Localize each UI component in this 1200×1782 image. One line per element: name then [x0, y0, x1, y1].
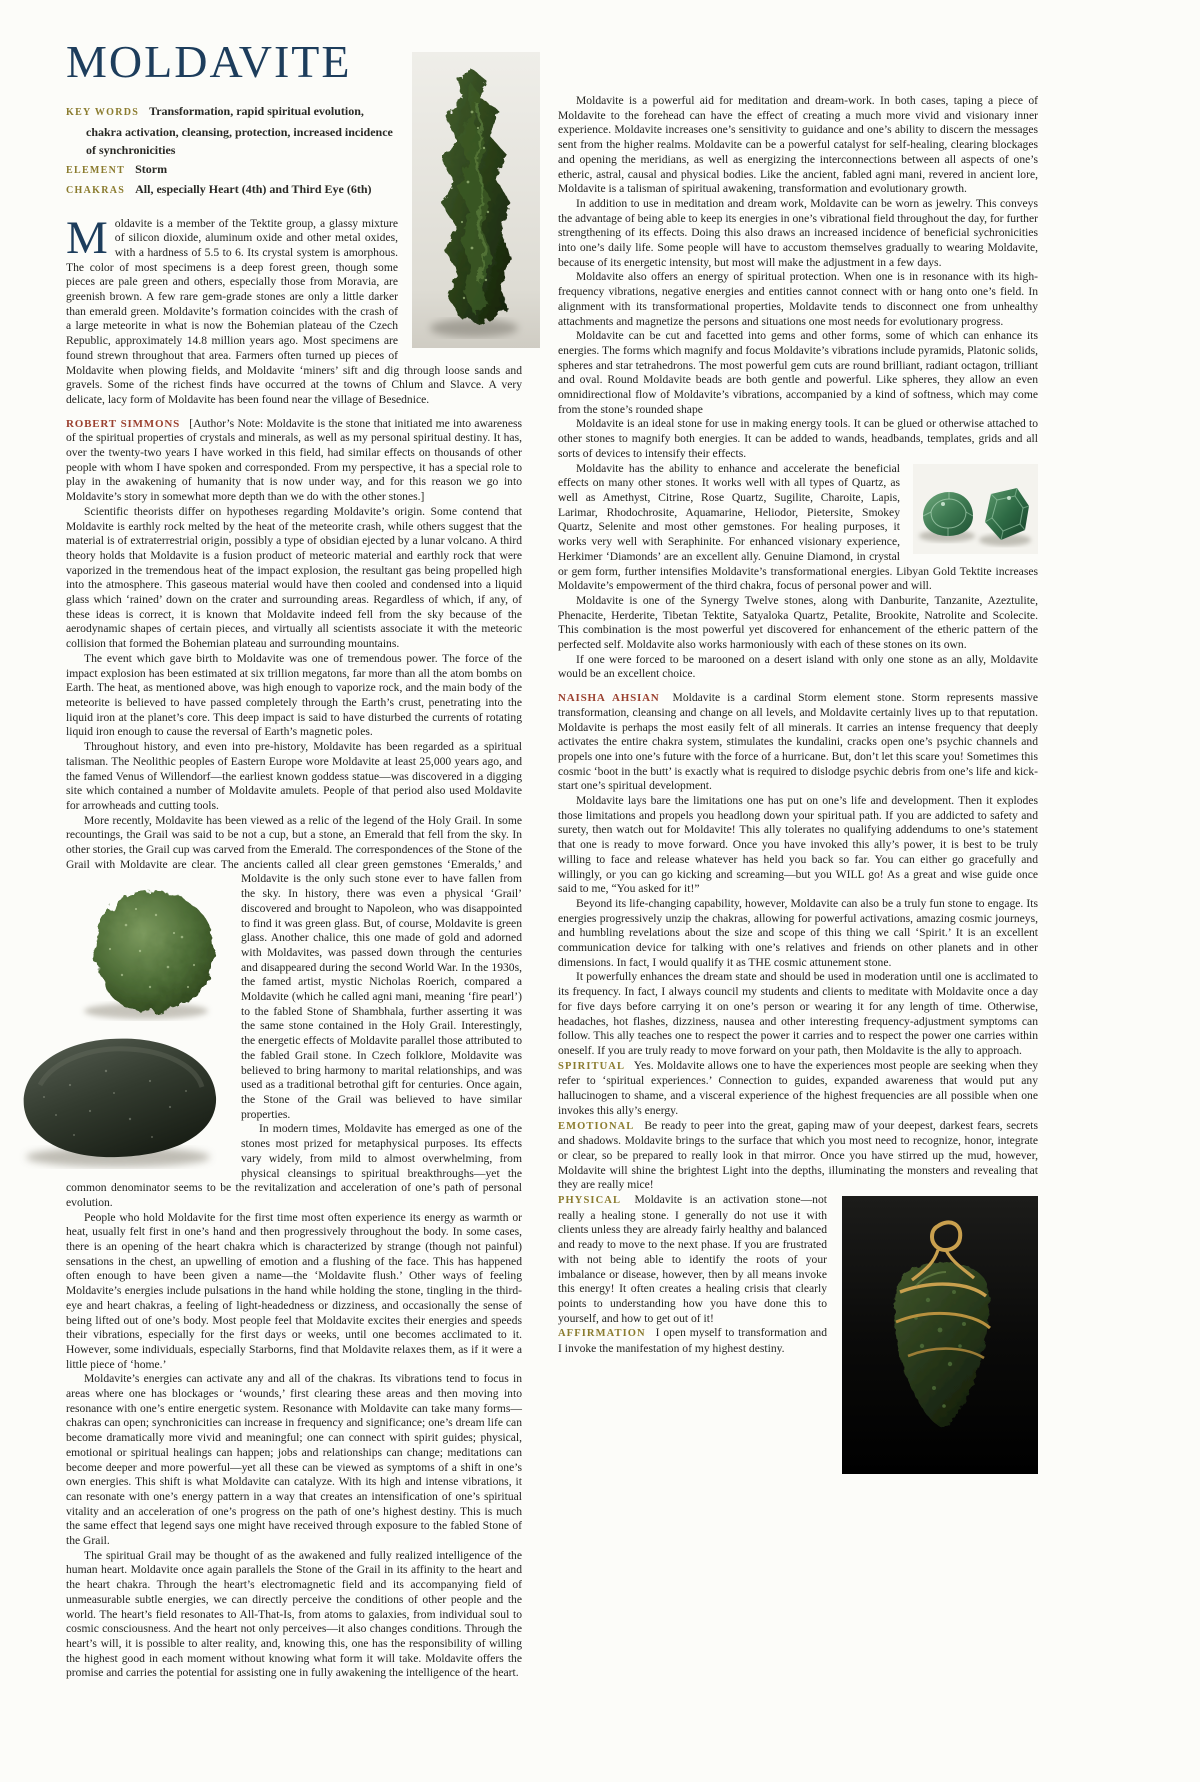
simmons-section-start: ROBERT SIMMONS [Author’s Note: Moldavite is the stone that initiated me into awareness of the spiritual properties of crystals and minerals, as well as my personal spiritual destiny. It has, over the twenty-two years I have worked in this field, had similar effects on thousands of other people with whom I have spoken and corresponded. From my perspective, it has a special role to play in the awakening of humanity that is now under way, and for this reason we go into Moldavite’s story in somewhat more depth than we do with the other stones.] — [66, 416, 522, 504]
paragraph-gem-forms: Moldavite can be cut and facetted into gems and other forms, some of which can enhance its energies. The forms which magnify and focus Moldavite’s vibrations include pyramids, Platonic solids, spheres and star tetrahedrons. The most powerful gem cuts are round brilliant, radiant octagon, trilliant and oval. Round Moldavite beads are both gentle and powerful. Like spheres, they allow an even omnidirectional flow of Moldavite’s vibrations, accompanied by a kind of softness, which may come from the stone’s rounded shape — [558, 329, 1038, 416]
paragraph-jewelry: In addition to use in meditation and dream work, Moldavite can be worn as jewelry. This conveys the advantage of being able to keep its energies in one’s vibrational field throughout the day, for further strengthening of its effects. Doing this also draws an increased incidence of beneficial sychronicities into one’s daily life. Some people will have to accustom themselves gradually to wearing Moldavite, because of its energetic intensity, but most will make the adjustment in a few days. — [558, 196, 1038, 269]
paragraph-people: People who hold Moldavite for the first time most often experience its energy as warmth or heat, usually felt first in one’s hand and then progressively throughout the body. In some cases, there is an opening of the heart chakra which is characterized by strange (though not painful) sensations in the chest, an upwelling of emotion and a flushing of the face. This has happened often enough to have been given a name—the ‘Moldavite flush.’ Other ways of feeling Moldavite’s energies include pulsations in the hand while holding the stone, tingling in the third-eye and heart chakras, a feeling of light-headedness or dizziness, and occasionally the sense of being lifted out of one’s body. Most people feel that Moldavite excites their energies and speeds their vibrations, especially for the first days or weeks, until one becomes acclimated to it. However, some individuals, especially Starborns, find that Moldavite relaxes them, as if it were a little piece of ‘home.’ — [66, 1210, 522, 1371]
paragraph-dream-state: It powerfully enhances the dream state and should be used in moderation until one is acclimated to its frequency. In fact, I always council my students and clients to meditate with Moldavite once a day for five days before carrying it on one’s person or wearing it for any length of time. Otherwise, headaches, hot flashes, dizziness, nausea and other interesting frequency-adjustment symptoms can follow. This ally teaches one to respect the power it carries and to respect the power one carries within oneself. If you are truly ready to move forward on your path, then Moldavite is the ally to approach. — [558, 970, 1038, 1057]
paragraph-synergy-twelve: Moldavite is one of the Synergy Twelve stones, along with Danburite, Tanzanite, Azeztulite, Phenacite, Herderite, Tibetan Tektite, Satyaloka Quartz, Petalite, Brookite, Natrolite and Scolecite. This combination is the most powerful yet discovered for enhancement of the etheric pattern of the perfected self. Moldavite also works harmoniously with each of these stones on its own. — [558, 593, 1038, 652]
paragraph-protection: Moldavite also offers an energy of spiritual protection. When one is in resonance with its high-frequency vibrations, negative energies and entities cannot connect with or hang onto one’s field. In alignment with its transformational properties, Moldavite tends to disconnect one from unhealthy attachments and magnetize the persons and situations one most needs for evolutionary progress. — [558, 270, 1038, 328]
paragraph-meditation: Moldavite is a powerful aid for meditation and dream-work. In both cases, taping a piece of Moldavite to the forehead can have the effect of creating a much more vivid and visionary inner experience. Moldavite increases one’s sensitivity to guidance and one’s ability to discern the messages sent from the higher realms. Moldavite can be a powerful catalyst for self-healing, clearing blockages and opening the meridians, as well as energizing the interconnections between all aspects of one’s etheric, astral, causal and physical bodies. Like the ancient, fabled agni mani, revered in ancient lore, Moldavite is a talisman of spiritual awakening, transformation and evolutionary growth. — [558, 94, 1038, 196]
spiritual-section: SPIRITUAL Yes. Moldavite allows one to have the experiences most people are seeking when they refer to ‘spiritual experiences.’ Connection to guides, expanded awareness that would put any hallucinogen to shame, and a visceral experience of the highest frequencies are all possible when one invokes this ally’s energy. — [558, 1058, 1039, 1117]
moldavite-faceted-gems-photo — [913, 464, 1038, 554]
intro-paragraph: Moldavite is a member of the Tektite group, a glassy mixture of silicon dioxide, aluminum oxide and other metal oxides, with a hardness of 5.5 to 6. Its crystal system is amorphous. The color of most specimens is a deep forest green, though some pieces are pale green and others, especially those from Moravia, are greenish brown. A few rare gem-grade stones are only a little darker than emerald green. Moldavite’s formation coincides with the crash of a large meteorite in what is now the Bohemian plateau of the Czech Republic, approximately 14.8 million years ago. Most specimens are found strewn throughout that area. Farmers often turned up pieces of Moldavite when plowing fields, and Moldavite ‘miners’ sift and dig through loose sands and gravels. Some of the richest finds have occurred at the towns of Chlum and Slavce. A very delicate, lacy form of Moldavite has been found near the village of Besednice. — [66, 211, 522, 406]
moldavite-pendant-photo — [842, 1196, 1038, 1474]
paragraph-energy-tools: Moldavite is an ideal stone for use in making energy tools. It can be glued or otherwise attached to other stones to magnify both energies. It can be added to wands, headbands, templates, grids and all sorts of devices to intensify their effects. — [558, 417, 1038, 460]
ahsian-section-start: NAISHA AHSIAN Moldavite is a cardinal Storm element stone. Storm represents massive transformation, cleansing and change on all levels, and Moldavite certainly lives up to that reputation. Moldavite is perhaps the most easily felt of all minerals. It carries an intense frequency that deeply activates the entire chakra system, stimulates the kundalini, cracks open one’s psychic channels and propels one into one’s future with the force of a hurricane. But, don’t let this scare you! Sometimes this cosmic ‘boot in the butt’ is exactly what is required to dislodge psychic debris from one’s life and kick-start one’s spiritual development. — [558, 691, 1038, 793]
moldavite-rough-stone-photo — [66, 875, 228, 1025]
paragraph-limitations: Moldavite lays bare the limitations one has put on one’s life and development. Then it explodes those limitations and propels you headlong down your spiritual path. If you are addicted to safety and surety, then watch out for Moldavite! This ally tolerates no qualifying addendums to one’s statement that one is ready to move forward. Once you have invoked this ally’s power, it is best to be truly willing to face and release whatever has held you back so far. You can either go gracefully and willingly, or you can go kicking and screaming—but you WILL go! As a great and wise guide once said to me, “You asked for it!” — [558, 794, 1038, 896]
right-column — [558, 94, 1038, 1478]
physical-section: PHYSICAL Moldavite is an activation stone—not really a healing stone. I generally do not use it with clients unless they are already fairly healthy and balanced and ready to move to the next phase. If you are frustrated with not being able to identify the roots of your imbalance or disease, however, then by all means invoke this energy! It often creates a healing crisis that clearly points to understanding how you have done this to yourself, and how to get out of it! — [558, 1193, 1038, 1326]
emotional-header: EMOTIONAL — [558, 1120, 635, 1132]
key-words-value: Transformation, rapid spiritual evolution, chakra activation, cleansing, protection, increased incidence of synchronicities — [86, 104, 393, 157]
chakras-label: CHAKRAS — [66, 185, 126, 196]
left-column — [66, 38, 522, 1681]
paragraph-energies: Moldavite’s energies can activate any and all of the chakras. Its vibrations tend to focus in areas where one has blockages or ‘wounds,’ first clearing these areas and then moving into resonance with one’s entire energetic system. Resonance with Moldavite can take many forms—chakras can open; synchronicities can increase in frequency and significance; one’s dream life can become dramatically more vivid and meaningful; one can connect with spirit guides; physical, emotional or spiritual healings can happen; jobs and relationships can change; meditations can become deeper and more powerful—yet all these can be viewed as symptoms of a shift in one’s own energies. This shift is what Moldavite can catalyze. With its high and intense vibrations, it can resonate with one’s energy pattern in a way that creates an intensification of one’s spiritual vitality and an acceleration of one’s progress on the path of one’s highest destiny. This is much the same effect that legend says one might have received through exposure to the fabled Stone of the Grail. — [66, 1372, 522, 1548]
paragraph-spiritual-grail: The spiritual Grail may be thought of as the awakened and fully realized intelligence of the human heart. Moldavite once again parallels the Stone of the Grail in its affinity to the heart and the heart chakra. Through the heart’s electromagnetic field and its accompanying field of unmeasurable subtle energies, we can directly perceive the conditions of other people and the world. The heart’s field resonates to All-That-Is, from atoms to galaxies, from individual soul to cosmic consciousness. And the heart not only perceives—it also changes conditions. Through the heart’s will, it is possible to alter reality, and, knowing this, one has the responsibility of willing the highest good in each moment without knowing what form it will take. Moldavite offers the promise and carries the potential for assisting one in fully awakening the intelligence of the heart. — [66, 1548, 522, 1680]
page-title: MOLDAVITE — [66, 36, 352, 87]
element-label: ELEMENT — [66, 164, 126, 176]
element-value: Storm — [135, 161, 168, 176]
moldavite-specimen-photo — [412, 52, 540, 348]
paragraph-history: Throughout history, and even into pre-history, Moldavite has been regarded as a spiritual talisman. The Neolithic peoples of Eastern Europe wore Moldavite at least 25,000 years ago, and the famed Venus of Willendorf—the earliest known goddess statue—was discovered in a digging site which contained a number of Moldavite amulets. People of that period also used Moldavite for arrowheads and cutting tools. — [66, 740, 522, 812]
paragraph-marooned: If one were forced to be marooned on a desert island with only one stone as an ally, Moldavite would be an excellent choice. — [558, 652, 1038, 681]
affirmation-section: AFFIRMATION I open myself to transformation and I invoke the manifestation of my highest destiny. — [558, 1326, 827, 1356]
naisha-ahsian-header: NAISHA AHSIAN — [558, 692, 660, 705]
drop-cap: M — [66, 211, 108, 264]
paragraph-scientific: Scientific theorists differ on hypotheses regarding Moldavite’s origin. Some contend that Moldavite is earthly rock melted by the heat of the meteorite crash, while others suggest that the material is of extraterrestrial origin, possibly a type of obsidian ejected by a lunar volcano. A third theory holds that Moldavite is a fusion product of meteoric material and earthly rock that were vaporized in the tremendous heat of the impact explosion, the resultant gas being propelled high into the atmosphere. This gaseous material would have then cooled and condensed into a liquid glass which ‘rained’ down on the crater and surrounding areas. Regardless of which, if any, of these ideas is correct, it is known that Moldavite indeed fell from the sky because of the aerodynamic shapes of certain pieces, and virtually all scientists associate it with the meteoric collision that formed the Bohemian plateau and surrounding mountains. — [66, 504, 522, 651]
paragraph-event: The event which gave birth to Moldavite was one of tremendous power. The force of the impact explosion has been estimated at six trillion megatons, far more than all the atom bombs on Earth. The heat, as mentioned above, was high enough to vaporize rock, and the main body of the meteorite is believed to have passed completely through the Earth’s crust, penetrating into the liquid iron at the planet’s core. This deep impact is said to have disturbed the currents of rotating liquid iron enough to cause the reversal of Earth’s magnetic poles. — [66, 651, 522, 739]
paragraph-other-stones: Moldavite has the ability to enhance and accelerate the beneficial effects on many other stones. It works well with all types of Quartz, as well as Amethyst, Citrine, Rose Quartz, Sugilite, Charoite, Lapis, Larimar, Rhodochrosite, Aquamarine, Heliodor, Pietersite, Smokey Quartz, Selenite and most other gemstones. For healing purposes, it works very well with Seraphinite. For enhanced visionary experience, Herkimer ‘Diamonds’ are an excellent ally. Genuine Diamond, in crystal or gem form, further intensifies Moldavite’s transformational energies. Libyan Gold Tektite increases Moldavite’s empowerment of the third chakra, focus of personal power and will. — [558, 461, 1038, 593]
affirmation-header: AFFIRMATION — [558, 1328, 646, 1340]
spiritual-header: SPIRITUAL — [558, 1060, 626, 1072]
moldavite-stone-photos — [66, 875, 228, 1173]
emotional-section: EMOTIONAL Be ready to peer into the great, gaping maw of your deepest, darkest fears, secrets and shadows. Moldavite brings to the surface that which you most need to recognize, honor, integrate or clear, so be prepared to really look in that mirror. Once you have stirred up the mud, however, Moldavite will shine the brightest Light into the depths, illuminating the monsters and revealing that they are really mice! — [558, 1118, 1038, 1192]
paragraph-fun-stone: Beyond its life-changing capability, however, Moldavite can also be a truly fun stone to engage. Its energies progressively unzip the chakras, allowing for powerful activations, amazing cosmic journeys, and humbling revelations about the size and scope of this thing we call ‘Spirit.’ It is an excellent communication device for talking with one’s relatives and friends on other planets and in other dimensions. In fact, I would qualify it as THE cosmic attunement stone. — [558, 896, 1038, 969]
moldavite-pebble-photo — [10, 1015, 228, 1173]
robert-simmons-header: ROBERT SIMMONS — [66, 417, 180, 430]
physical-header: PHYSICAL — [558, 1195, 622, 1207]
paragraph-grail: More recently, Moldavite has been viewed as a relic of the legend of the Holy Grail. In some recountings, the Grail was said to be not a cup, but a stone, an Emerald that fell from the sky. In other stories, the Grail cup was carved from the Emerald. The correspondences of the Stone of the Grail with Moldavite are clear. The ancients called all clear green gemstones ‘Emeralds,’ and Moldavite is the only such stone ever to have fallen from the sky. In history, there was even a physical ‘Grail’ discovered and brought to Napoleon, who was disappointed to find it was green glass. But, of course, Moldavite is green glass. Another chalice, this one made of gold and adorned with Moldavites, was passed down through the centuries and disappeared during the second World War. In the 1930s, the famed artist, mystic Nicholas Roerich, compared a Moldavite (which he called agni mani, meaning ‘fire pearl’) to the fabled Stone of Shambhala, further asserting it was the same stone contained in the Holy Grail. Interestingly, the energetic effects of Moldavite parallel those attributed to the fabled Grail stone. In Czech folklore, Moldavite was believed to bring harmony to marital relationships, and was used as a traditional betrothal gift for centuries. Once again, the Stone of the Grail was believed to have similar properties. — [66, 814, 522, 1123]
paragraph-modern: In modern times, Moldavite has emerged as one of the stones most prized for metaphysical purposes. Its effects vary widely, from mild to almost overwhelming, from physical cleansings to spiritual breakthroughs—yet the common denominator seems to be the revitalization and acceleration of one’s path of personal evolution. — [66, 1122, 522, 1209]
key-words-label: KEY WORDS — [66, 107, 140, 118]
chakras-value: All, especially Heart (4th) and Third Eye (6th) — [135, 182, 372, 196]
